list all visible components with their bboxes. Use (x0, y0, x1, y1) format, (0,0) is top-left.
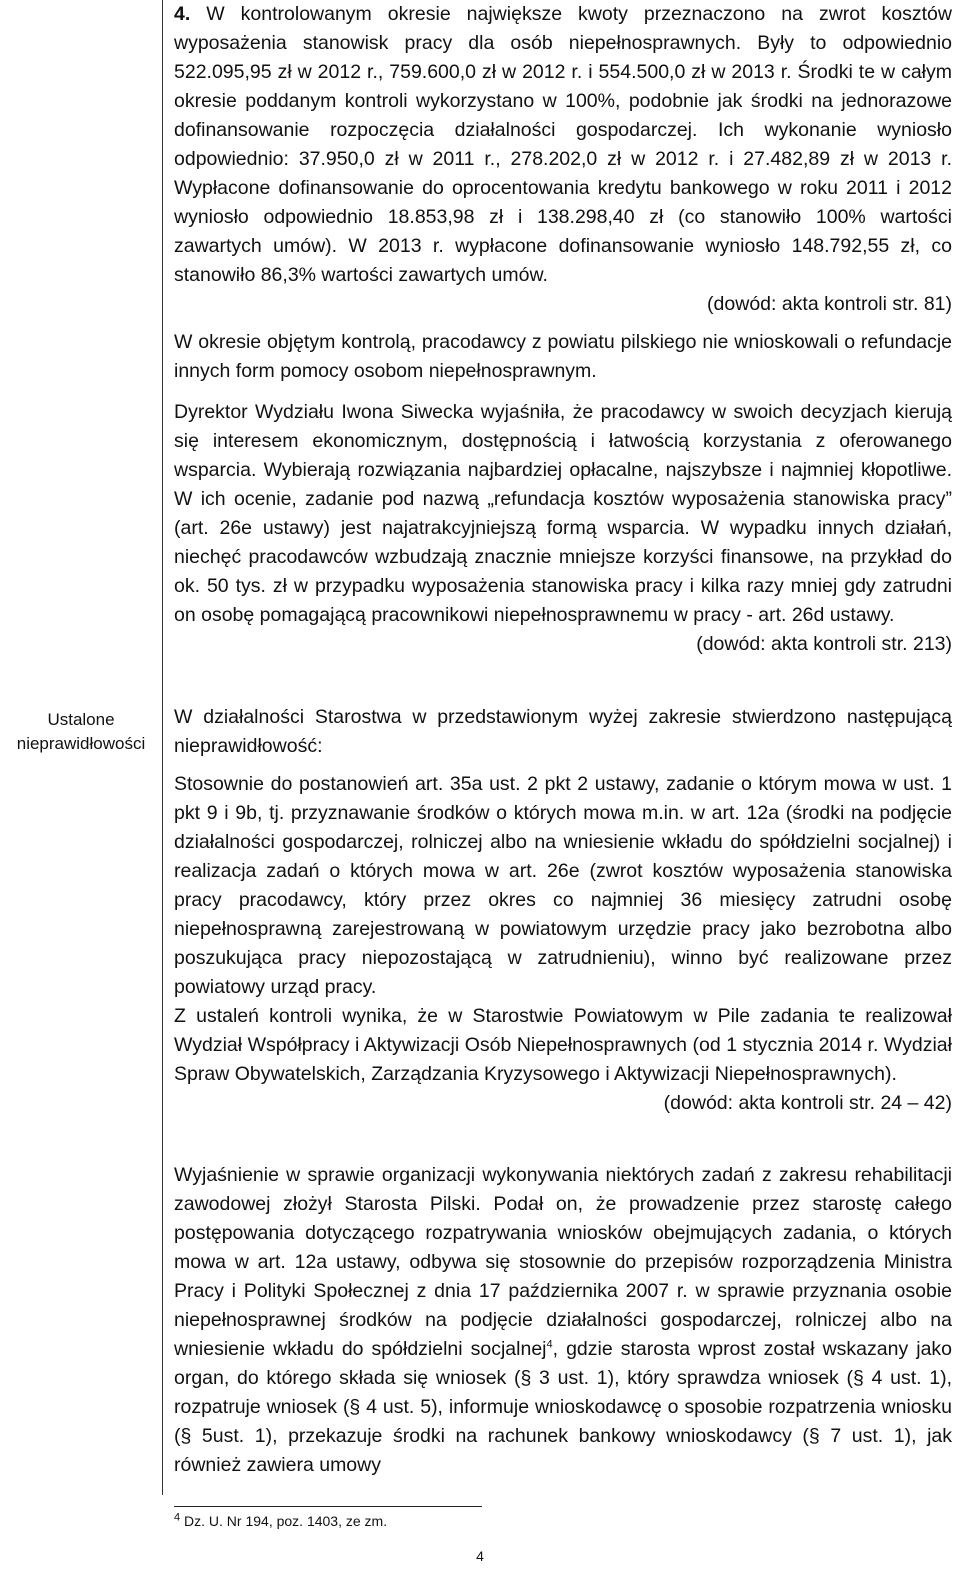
paragraph-text: Z ustaleń kontroli wynika, że w Starostwie Powiatowym w Pile zadania te realizował Wydział Współpracy i Aktywizacji Osób Niepełnosprawnych (od 1 stycznia 2014 r. Wydział Spraw Obywatelskich, Zarządzania Kryzysowego i Aktywizacji Niepełnosprawnych). (174, 1005, 952, 1085)
paragraph-refund (174, 328, 952, 386)
item-4-text: W kontrolowanym okresie największe kwoty przeznaczono na zwrot kosztów wyposażenia stanowisk pracy dla osób niepełnosprawnych. Były to odpowiednio 522.095,95 zł w 2012 r., 759.600,0 zł w 2012 r. i 554.500,0 zł w 2013 r. Środki te w całym okresie poddanym kontroli wykorzystano w 100%, podobnie jak środki na jednorazowe dofinansowanie rozpoczęcia działalności gospodarczej. Ich wykonanie wyniosło odpowiednio: 37.950,0 zł w 2011 r., 278.202,0 zł w 2012 r. i 27.482,89 zł w 2013 r. Wypłacone dofinansowanie do oprocentowania kredytu bankowego w roku 2011 i 2012 wyniosło odpowiednio 18.853,98 zł i 138.298,40 zł (co stanowiło 100% wartości zawartych umów). W 2013 r. wypłacone dofinansowanie wyniosło 148.792,55 zł, co stanowiło 86,3% wartości zawartych umów. (174, 3, 952, 286)
footnote-reference[interactable]: 4 (546, 1338, 553, 1351)
paragraph-text: Dyrektor Wydziału Iwona Siwecka wyjaśniła, że pracodawcy w swoich decyzjach kierują się interesem ekonomicznym, dostępnością i łatwością korzystania z oferowanego wsparcia. Wybierają rozwiązania najbardziej opłacalne, najszybsze i najmniej kłopotliwe. W ich ocenie, zadanie pod nazwą „refundacja kosztów wyposażenia stanowiska pracy” (art. 26e ustawy) jest najatrakcyjniejszą formą wsparcia. W wypadku innych działań, niechęć pracodawców wzbudzają znacznie mniejsze korzyści finansowe, na przykład do ok. 50 tys. zł w przypadku wyposażenia stanowiska pracy i kilka razy mniej gdy zatrudni on osobę pomagającą pracownikowi niepełnosprawnemu w pracy - art. 26d ustawy. (174, 401, 952, 626)
evidence-note: (dowód: akta kontroli str. 81) (707, 293, 952, 315)
page-number: 4 (476, 1548, 484, 1564)
item-4 (174, 0, 952, 319)
paragraph-text-part-a: Wyjaśnienie w sprawie organizacji wykonywania niektórych zadań z zakresu rehabilitacji zawodowej złożył Starosta Pilski. Podał on, że prowadzenie przez starostę całego postępowania dotyczącego rozpatrywania wniosków obejmujących zadania, o których mowa w art. 12a ustawy, odbywa się stosownie do przepisów rozporządzenia Ministra Pracy i Polityki Społecznej z dnia 17 października 2007 r. w sprawie przyznania osobie niepełnosprawnej środków na podjęcie działalności gospodarczej, rolniczej albo na wniesienie wkładu do spółdzielni socjalnej (174, 1164, 952, 1360)
paragraph-explanation (174, 1161, 952, 1480)
paragraph-finding (174, 703, 952, 761)
footnote-marker: 4 (174, 1511, 181, 1524)
column-divider (162, 0, 163, 1495)
paragraph-text: Stosownie do postanowień art. 35a ust. 2 pkt 2 ustawy, zadanie o którym mowa w ust. 1 pkt 9 i 9b, tj. przyznawanie środków o których mowa m.in. w art. 12a (środki na podjęcie działalności gospodarczej, rolniczej albo na wniesienie wkładu do spółdzielni socjalnej) i realizacja zadań o których mowa w art. 26e (zwrot kosztów wyposażenia stanowiska pracy pracodawcy, który przez okres co najmniej 36 miesięcy zatrudni osobę niepełnosprawną zarejestrowaną w powiatowym urzędzie pracy jako bezrobotna albo poszukująca pracy niepozostającą w zatrudnieniu), winno być realizowane przez powiatowy urząd pracy. (174, 773, 952, 998)
evidence-note: (dowód: akta kontroli str. 213) (696, 633, 952, 655)
paragraph-text (174, 1161, 952, 1480)
item-number: 4. (174, 3, 191, 25)
footnote-separator (174, 1506, 482, 1507)
paragraph-director (174, 398, 952, 659)
footnote-text: Dz. U. Nr 194, poz. 1403, ze zm. (180, 1513, 388, 1529)
paragraph-statute (174, 770, 952, 1118)
paragraph-text: W okresie objętym kontrolą, pracodawcy z powiatu pilskiego nie wnioskowali o refundacje innych form pomocy osobom niepełnosprawnym. (174, 331, 952, 382)
sidebar-label: Ustalone nieprawidłowości (16, 710, 146, 753)
item-4-paragraph (174, 0, 952, 290)
evidence-note: (dowód: akta kontroli str. 24 – 42) (663, 1092, 952, 1114)
footnote (174, 1512, 387, 1530)
paragraph-text-part-b: , gdzie starosta wprost został wskazany jako organ, do którego składa się wniosek (§ 3 ust. 1), który sprawdza wniosek (§ 4 ust. 1), rozpatruje wniosek (§ 4 ust. 5), informuje wnioskodawcę o sposobie rozpatrzenia wniosku (§ 5ust. 1), przekazuje środki na rachunek bankowy wnioskodawcy (§ 7 ust. 1), jak również zawiera umowy (174, 1338, 953, 1476)
paragraph-text: W działalności Starostwa w przedstawionym wyżej zakresie stwierdzono następującą nieprawidłowość: (174, 706, 952, 757)
